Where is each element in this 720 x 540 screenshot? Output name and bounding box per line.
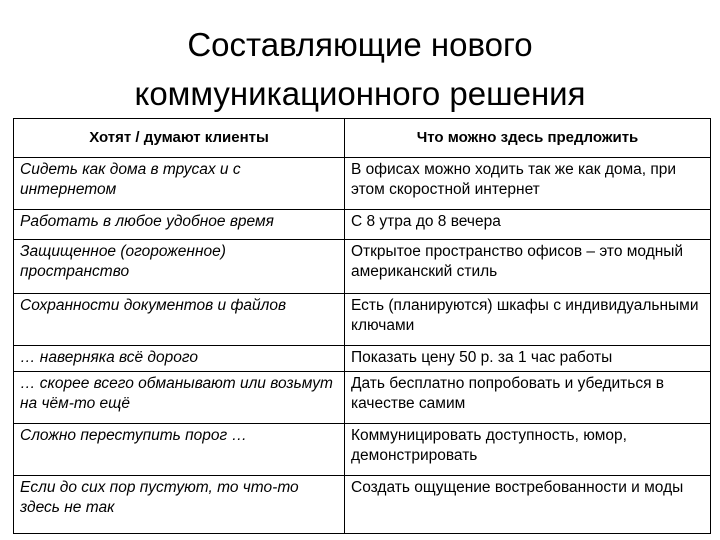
table-row — [14, 346, 711, 372]
row-want-cell: Защищенное (огороженное) пространство — [14, 240, 345, 294]
slide-title-line-1: Составляющие нового — [187, 26, 533, 63]
table-row — [14, 476, 711, 534]
row-offer-cell: Создать ощущение востребованности и моды — [345, 476, 711, 534]
row-want-cell: … скорее всего обманывают или возьмут на чём-то ещё — [14, 372, 345, 424]
row-offer-cell: В офисах можно ходить так же как дома, при этом скоростной интернет — [345, 158, 711, 210]
header-clients-want: Хотят / думают клиенты — [14, 119, 345, 158]
row-offer-cell: Коммуницировать доступность, юмор, демонстрировать — [345, 424, 711, 476]
slide-title — [0, 20, 720, 118]
slide-title-line-2: коммуникационного решения — [134, 75, 586, 112]
table-row — [14, 240, 711, 294]
row-want-cell: Сохранности документов и файлов — [14, 294, 345, 346]
table-row — [14, 424, 711, 476]
row-offer-cell: Показать цену 50 р. за 1 час работы — [345, 346, 711, 372]
row-want-cell: Работать в любое удобное время — [14, 210, 345, 240]
table-row — [14, 210, 711, 240]
row-want-cell: Если до сих пор пустуют, то что-то здесь не так — [14, 476, 345, 534]
table-row — [14, 158, 711, 210]
row-offer-cell: С 8 утра до 8 вечера — [345, 210, 711, 240]
row-offer-cell: Дать бесплатно попробовать и убедиться в качестве самим — [345, 372, 711, 424]
table-row — [14, 372, 711, 424]
row-want-cell: Сидеть как дома в трусах и с интернетом — [14, 158, 345, 210]
table-row — [14, 294, 711, 346]
header-what-we-offer: Что можно здесь предложить — [345, 119, 711, 158]
row-want-cell: Сложно переступить порог … — [14, 424, 345, 476]
row-offer-cell: Открытое пространство офисов – это модный американский стиль — [345, 240, 711, 294]
row-offer-cell: Есть (планируются) шкафы с индивидуальными ключами — [345, 294, 711, 346]
table-header-row — [14, 119, 711, 158]
comparison-table — [13, 118, 711, 534]
row-want-cell: … наверняка всё дорого — [14, 346, 345, 372]
